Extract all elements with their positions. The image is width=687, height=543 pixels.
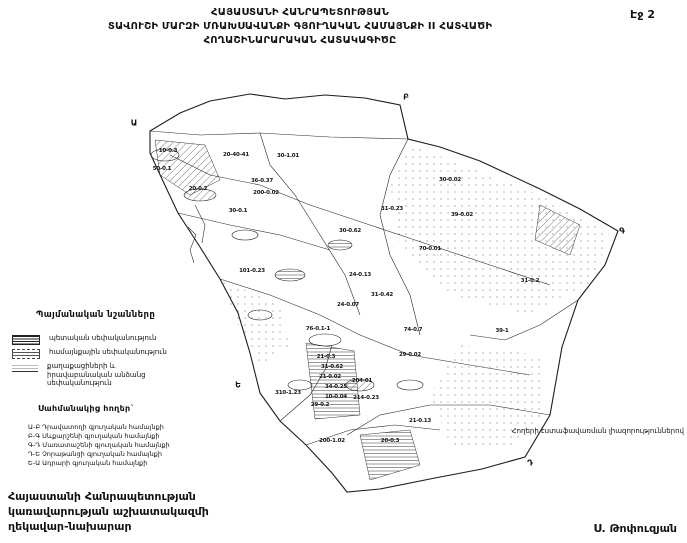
title-line-1: ՀԱՅԱՍՏԱՆԻ ՀԱՆՐԱՊԵՏՈՒԹՅԱՆ bbox=[211, 7, 389, 18]
legend bbox=[12, 310, 207, 391]
authority-line: Հայաստանի Հանրապետության bbox=[8, 490, 196, 503]
parcel-label: 30-1.01 bbox=[276, 153, 300, 159]
border-land-item: Դ-Ե Չորաթանցի գյուղական համայնքի bbox=[28, 450, 162, 458]
parcel-label: 10-0.04 bbox=[324, 394, 348, 400]
parcel-label: 74-0.7 bbox=[403, 327, 423, 333]
border-lands-header: Սահմանակից հողեր` bbox=[38, 404, 135, 413]
parcel-label: 31-0.23 bbox=[380, 206, 404, 212]
legend-item-label: քաղաքացիների և իրավաբանական անձանց սեփականություն bbox=[47, 362, 146, 387]
parcel-label: 101-0.23 bbox=[239, 268, 265, 274]
legend-item-state bbox=[12, 334, 207, 345]
parcel-label: 29-0.02 bbox=[398, 352, 422, 358]
parcel-label: 39-0.02 bbox=[450, 212, 474, 218]
parcel-label: 29-0.2 bbox=[310, 402, 330, 408]
parcel-label: 21-0.13 bbox=[408, 418, 432, 424]
border-land-item: Ա-Բ Դրավատողի գյուղական համայնքի bbox=[28, 423, 164, 431]
parcel-label: 310-1.23 bbox=[275, 390, 301, 396]
parcel-label: 20-0.3 bbox=[380, 438, 400, 444]
parcel-label: 214-0.23 bbox=[353, 395, 379, 401]
legend-header: Պայմանական նշանները bbox=[36, 310, 156, 320]
parcel-label: 30-0.02 bbox=[438, 177, 462, 183]
legend-item-label: համայնքային սեփականություն bbox=[49, 348, 167, 356]
legend-item-private bbox=[12, 362, 207, 388]
parcel-label: 24-0.13 bbox=[348, 272, 372, 278]
parcel-label: 200-0.02 bbox=[253, 190, 279, 196]
parcel-label: 31-0.2 bbox=[520, 278, 540, 284]
parcel-label: 39-1 bbox=[495, 328, 509, 334]
boundary-marker: Գ bbox=[619, 226, 625, 236]
parcel-label: 70-0.01 bbox=[418, 246, 442, 252]
parcel-label: 21-0.02 bbox=[318, 374, 342, 380]
light-dashed-box-symbol bbox=[12, 363, 38, 372]
parcel-label: 200-1.02 bbox=[319, 438, 345, 444]
parcel-label: 20-40-41 bbox=[223, 152, 249, 158]
document-title bbox=[10, 6, 590, 48]
parcel-label: 34-0.25 bbox=[324, 384, 348, 390]
parcel-label: 36-0.37 bbox=[250, 178, 274, 184]
issuing-authority bbox=[8, 489, 209, 534]
boundary-marker: Ա bbox=[130, 118, 138, 128]
dashed-box-symbol bbox=[12, 349, 40, 359]
border-land-item: Բ-Գ Սևքարշենի գյուղական համայնքի bbox=[28, 432, 160, 440]
parcel-label: 20-0.2 bbox=[188, 186, 208, 192]
title-line-2: ՏԱՎՈՒՇԻ ՄԱՐԶԻ ՄՌԱԽՍԱՎԱՆՔԻ ԳՅՈՒՂԱԿԱՆ ՀԱՄԱՅՆՔԻ II ՀԱՏՎԱԾԻ bbox=[107, 21, 493, 32]
boundary-marker: Բ bbox=[403, 92, 409, 102]
signature-name: Ս. Թոփուզյան bbox=[593, 522, 677, 535]
border-land-item: Ե-Ա Ադրարի գյուղական համայնքի bbox=[28, 459, 148, 467]
border-lands-section bbox=[28, 404, 238, 468]
parcel-label: 21-0.3 bbox=[316, 354, 336, 360]
parcel-label: 24-0.07 bbox=[336, 302, 360, 308]
title-line-3: ՀՈՂԱՇԻՆԱՐԱՐԱԿԱՆ ՀԱՏԱԿԱԳԻԾԸ bbox=[203, 35, 397, 46]
parcel-label: 50-0.1 bbox=[152, 166, 172, 172]
border-land-item: Գ-Դ Մառատաշենի գյուղական համայնքի bbox=[28, 441, 170, 449]
boundary-marker: Ե bbox=[235, 380, 241, 390]
map-note: Հողերի էստաֆավառման լիազորություններով bbox=[511, 427, 684, 435]
page-number: Էջ 2 bbox=[630, 8, 655, 21]
parcel-label: 31-0.42 bbox=[370, 292, 394, 298]
parcel-label: 76-0.1-1 bbox=[305, 326, 331, 332]
hatched-box-symbol bbox=[12, 335, 40, 345]
authority-line: ղեկավար-նախարար bbox=[8, 520, 132, 533]
parcel-label: 30-0.62 bbox=[338, 228, 362, 234]
legend-item-community bbox=[12, 348, 207, 359]
parcel-label: 10-0.3 bbox=[158, 148, 178, 154]
parcel-label: 30-0.1 bbox=[228, 208, 248, 214]
authority-line: կառավարության աշխատակազմի bbox=[8, 505, 209, 518]
boundary-marker: Դ bbox=[527, 458, 533, 468]
legend-item-label: պետական սեփականություն bbox=[49, 334, 157, 342]
parcel-label: 204-01 bbox=[351, 378, 373, 384]
parcel-label: 31-0.62 bbox=[320, 364, 344, 370]
